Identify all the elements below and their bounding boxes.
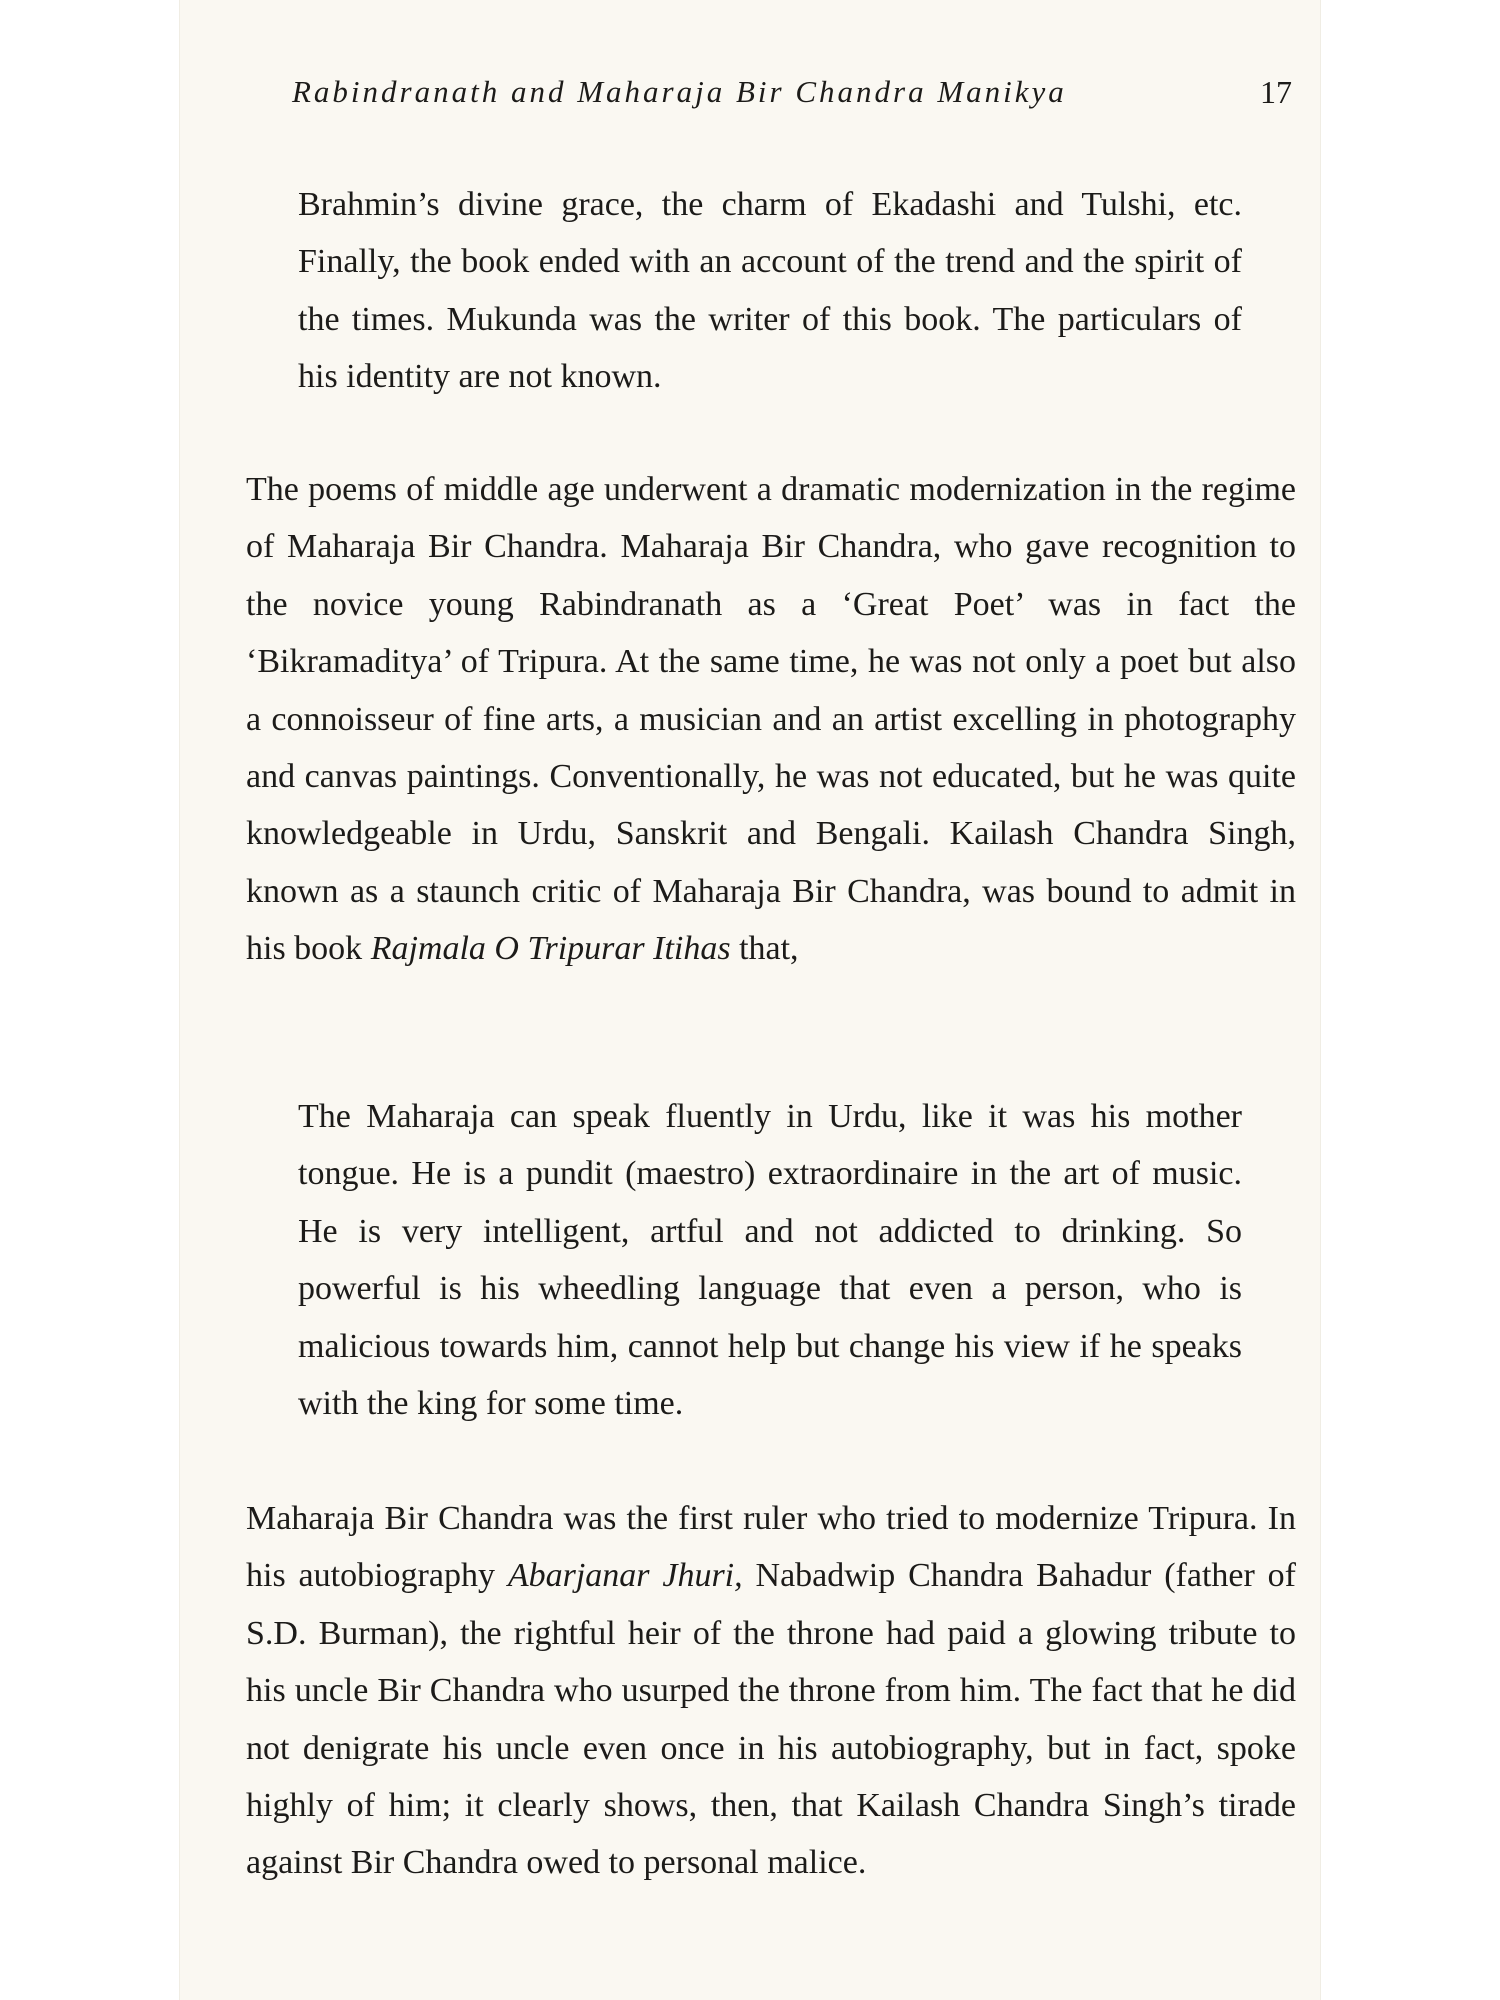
page-number: 17 [1260,74,1292,110]
paragraph-bir-chandra-poet [246,461,1296,978]
paragraph-modernize-tripura [246,1490,1296,1892]
paragraph-text: The poems of middle age underwent a dramatic modernization in the regime of Maharaja Bir Chandra. Maharaja Bir Chandra, who gave recognition to the novice young Rabindranath as a ‘Great Poet’ was in fact the ‘Bikramaditya’ of Tripura. At the same time, he was not only a poet but also a connoisseur of fine arts, a musician and an artist excelling in photography and canvas paintings. Conventionally, he was not educated, but he was quite knowledgeable in Urdu, Sanskrit and Bengali. Kailash Chandra Singh, known as a staunch critic of Maharaja Bir Chandra, was bound to admit in his book [246,471,1296,968]
paragraph-text-end: Nabadwip Chandra Bahadur (father of S.D. Burman), the rightful heir of the throne had paid a glowing tribute to his uncle Bir Chandra who usurped the throne from him. The fact that he did not denigrate his uncle even once in his autobiography, but in fact, spoke highly of him; it clearly shows, then, that Kailash Chandra Singh’s tirade against Bir Chandra owed to personal malice. [246,1557,1297,1882]
book-page [180,0,1320,2000]
paragraph-text-end: that, [730,930,799,968]
block-quote: The Maharaja can speak fluently in Urdu, like it was his mother tongue. He is a pundit (maestro) extraordinaire in the art of music. He is very intelligent, artful and not addicted to drinking. So powerful is his wheedling language that even a person, who is malicious towards him, cannot help but change his view if he speaks with the king for some time. [298,1098,1242,1423]
book-title-abarjanar-jhuri: Abarjanar Jhuri, [507,1557,743,1595]
paragraph-text: Maharaja Bir Chandra was the first ruler who tried to modernize Tripura. In his autobiography [246,1500,1296,1595]
running-head [292,74,1292,124]
paragraph-continuation: Brahmin’s divine grace, the charm of Ekadashi and Tulshi, etc. Finally, the book ended with an account of the trend and the spirit of the times. Mukunda was the writer of this book. The particulars of his identity are not known. [298,186,1242,396]
running-title: Rabindranath and Maharaja Bir Chandra Manikya [292,74,1067,109]
book-title-rajmala: Rajmala O Tripurar Itihas [370,930,731,968]
